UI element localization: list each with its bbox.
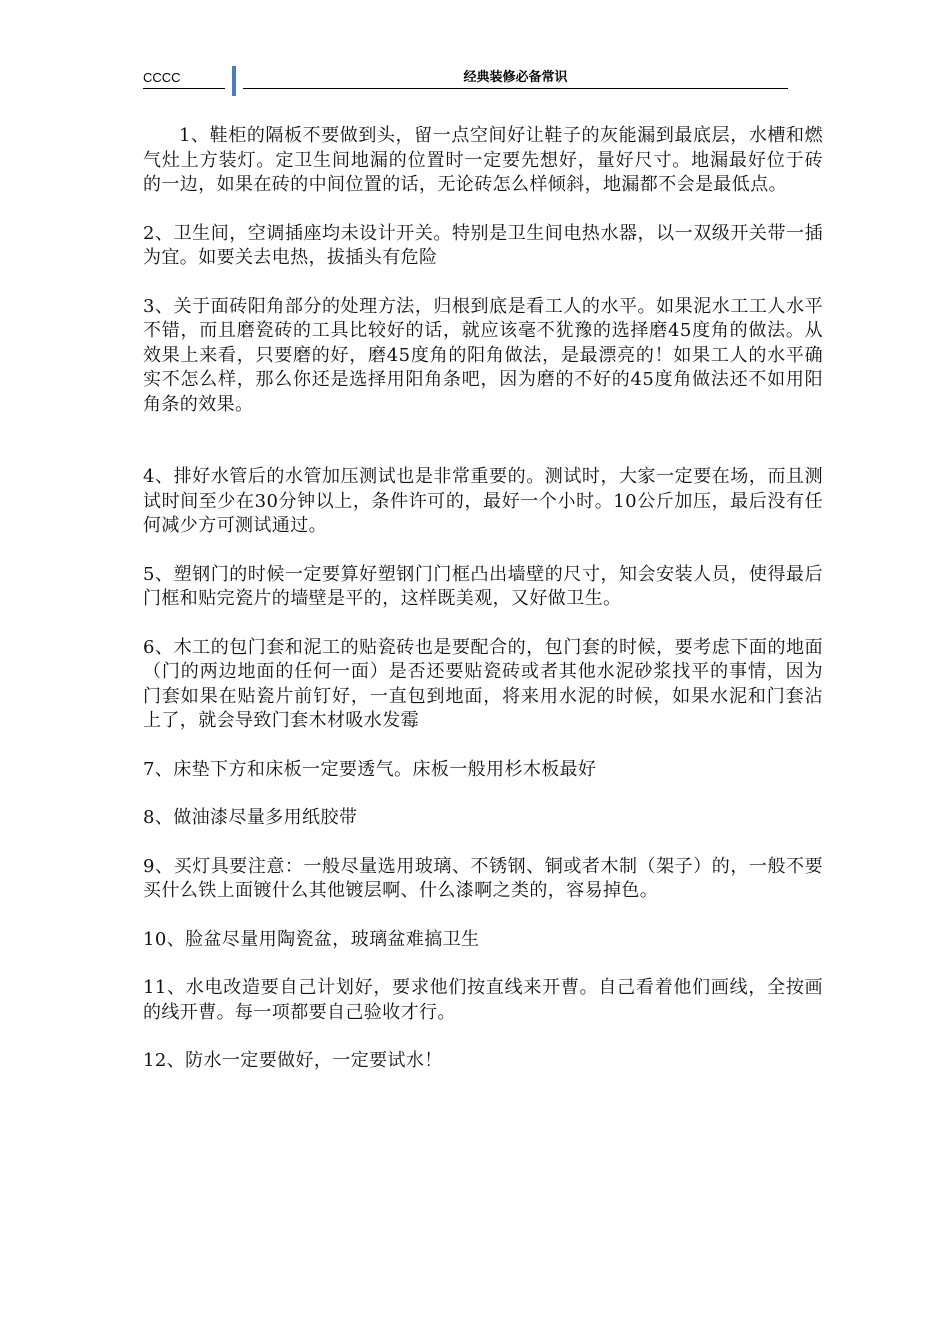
paragraph-9: 9、买灯具要注意：一般尽量选用玻璃、不锈钢、铜或者木制（架子）的，一般不要买什么铁上面镀什么其他镀层啊、什么漆啊之类的，容易掉色。: [143, 855, 823, 901]
paragraph-4: 4、排好水管后的水管加压测试也是非常重要的。测试时，大家一定要在场，而且测试时间至少在30分钟以上，条件许可的，最好一个小时。10公斤加压，最后没有任何减少方可测试通过。: [143, 466, 823, 536]
paragraph-2: 2、卫生间，空调插座均未设计开关。特别是卫生间电热水器，以一双级开关带一插为宜。如要关去电热，拔插头有危险: [143, 222, 823, 268]
header-left-text: CCCC: [143, 68, 225, 89]
paragraph-7: 7、床垫下方和床板一定要透气。床板一般用杉木板最好: [143, 758, 597, 780]
paragraph-6: 6、木工的包门套和泥工的贴瓷砖也是要配合的，包门套的时候，要考虑下面的地面（门的两边地面的任何一面）是否还要贴瓷砖或者其他水泥砂浆找平的事情，因为门套如果在贴瓷片前钉好，一直包到地面，将来用水泥的时候，如果水泥和门套沾上了，就会导致门套木材吸水发霉: [143, 636, 823, 731]
paragraph-8: 8、做油漆尽量多用纸胶带: [143, 807, 358, 828]
document-body: [143, 124, 823, 1074]
paragraph-11: 11、水电改造要自己计划好，要求他们按直线来开曹。自己看着他们画线，全按画的线开曹。每一项都要自己验收才行。: [143, 977, 823, 1023]
paragraph-5: 5、塑钢门的时候一定要算好塑钢门门框凸出墙壁的尺寸，知会安装人员，使得最后门框和贴完瓷片的墙壁是平的，这样既美观，又好做卫生。: [143, 563, 823, 609]
paragraph-3: 3、关于面砖阳角部分的处理方法，归根到底是看工人的水平。如果泥水工工人水平不错，而且磨瓷砖的工具比较好的话，就应该毫不犹豫的选择磨45度角的做法。从效果上来看，只要磨的好，磨45度角的阳角做法，是最漂亮的！如果工人的水平确实不怎么样，那么你还是选择用阳角条吧，因为磨的不好的45度角做法还不如用阳角条的效果。: [143, 295, 823, 415]
paragraph-12: 12、防水一定要做好，一定要试水！: [143, 1050, 443, 1071]
header-title: 经典装修必备常识: [243, 68, 788, 89]
paragraph-1: 1、鞋柜的隔板不要做到头，留一点空间好让鞋子的灰能漏到最底层，水槽和燃气灶上方装灯。定卫生间地漏的位置时一定要先想好，量好尺寸。地漏最好位于砖的一边，如果在砖的中间位置的话，无论砖怎么样倾斜，地漏都不会是最低点。: [143, 125, 823, 195]
header-divider-bar: [232, 66, 236, 96]
paragraph-10: 10、脸盆尽量用陶瓷盆，玻璃盆难搞卫生: [143, 928, 480, 950]
